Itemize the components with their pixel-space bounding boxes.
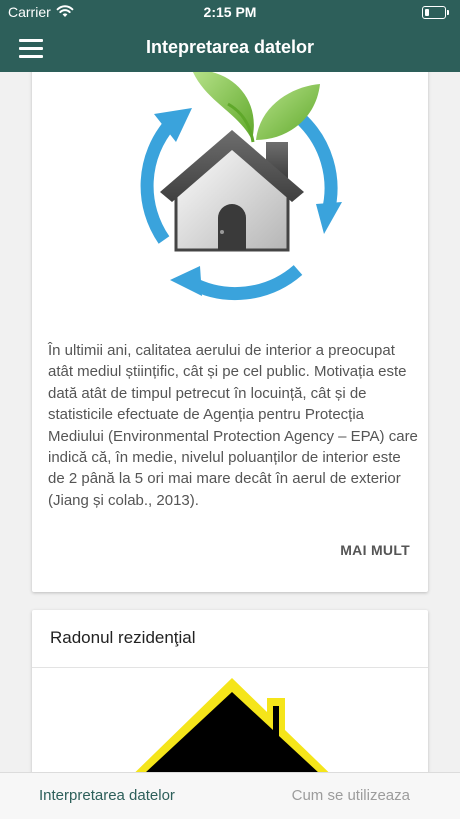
article-card[interactable] [32,72,428,592]
article-body: În ultimii ani, calitatea aerului de interior a preocupat atât mediul științific, cât și pe cel public. Motivația este dată atât de timpul petrecut în locuință, cât și de statisticile efectuate de Agenția pentru Protecția Mediului (Environmental Protection Agency – EPA) care indică că, în medie, nivelul poluanților de interior este de 2 până la 5 ori mai mare decât în aerul de exterior (Jiang și colab., 2013). [48,342,418,509]
tab-cum-se-utilizeaza[interactable]: Cum se utilizeaza [291,787,410,804]
carrier-label: Carrier [8,4,51,20]
card-title: Radonul rezidenţial [50,628,196,647]
card-divider [32,667,428,668]
house-recycle-icon [110,72,350,312]
tab-bar [0,772,460,819]
radon-card[interactable] [32,610,428,772]
status-bar [0,0,460,24]
nav-bar [0,24,460,72]
tab-interpretarea-datelor[interactable]: Interpretarea datelor [39,787,175,804]
more-button[interactable]: MAI MULT [340,542,410,558]
clock: 2:15 PM [203,4,257,20]
battery-icon [422,6,446,19]
house-radon-icon [117,670,347,772]
content-scroll[interactable] [0,72,460,772]
page-title: Intepretarea datelor [145,37,315,57]
